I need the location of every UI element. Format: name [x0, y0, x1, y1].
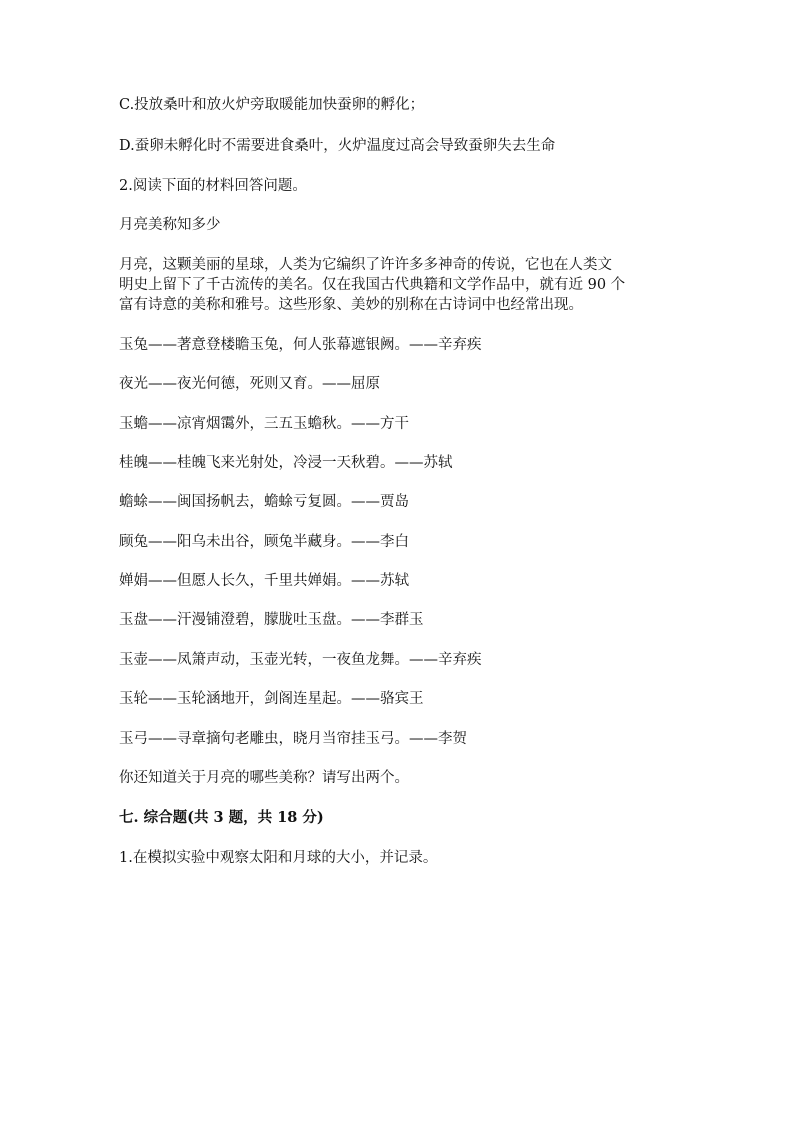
option-c: C.投放桑叶和放火炉旁取暖能加快蚕卵的孵化；: [119, 97, 425, 113]
section-7-question-1: 1.在模拟实验中观察太阳和月球的大小，并记录。: [119, 850, 438, 866]
section-7-heading: 七. 综合题(共 3 题，共 18 分): [119, 809, 324, 826]
moon-name-item: 玉轮——玉轮涵地开，剑阁连星起。——骆宾王: [119, 691, 424, 707]
question-2-intro: 2.阅读下面的材料回答问题。: [119, 178, 307, 194]
moon-name-item: 蟾蜍——闽国扬帆去，蟾蜍亏复圆。——贾岛: [119, 494, 409, 510]
paragraph-line: 月亮，这颗美丽的星球，人类为它编织了许许多多神奇的传说，它也在人类文: [119, 257, 612, 273]
moon-name-item: 夜光——夜光何德，死则又育。——屈原: [119, 376, 380, 392]
option-d: D.蚕卵未孵化时不需要进食桑叶，火炉温度过高会导致蚕卵失去生命: [119, 138, 556, 154]
moon-name-item: 玉蟾——凉宵烟霭外，三五玉蟾秋。——方干: [119, 416, 409, 432]
moon-name-item: 玉弓——寻章摘句老雕虫，晓月当帘挂玉弓。——李贺: [119, 731, 467, 747]
article-paragraph: [119, 255, 679, 315]
paragraph-line: 明史上留下了千古流传的美名。仅在我国古代典籍和文学作品中，就有近 90 个: [119, 277, 626, 293]
question-2-prompt: 你还知道关于月亮的哪些美称？请写出两个。: [119, 770, 409, 786]
moon-name-item: 婵娟——但愿人长久，千里共婵娟。——苏轼: [119, 573, 409, 589]
moon-name-item: 玉壶——凤箫声动，玉壶光转，一夜鱼龙舞。——辛弃疾: [119, 652, 482, 668]
moon-name-item: 顾兔——阳乌未出谷，顾兔半藏身。——李白: [119, 534, 409, 550]
moon-name-item: 桂魄——桂魄飞来光射处，冷浸一天秋碧。——苏轼: [119, 455, 453, 471]
moon-name-item: 玉盘——汗漫铺澄碧，朦胧吐玉盘。——李群玉: [119, 612, 424, 628]
paragraph-line: 富有诗意的美称和雅号。这些形象、美妙的别称在古诗词中也经常出现。: [119, 297, 583, 313]
article-title: 月亮美称知多少: [119, 217, 221, 233]
moon-name-item: 玉兔——著意登楼瞻玉兔，何人张幕遮银阙。——辛弃疾: [119, 337, 482, 353]
